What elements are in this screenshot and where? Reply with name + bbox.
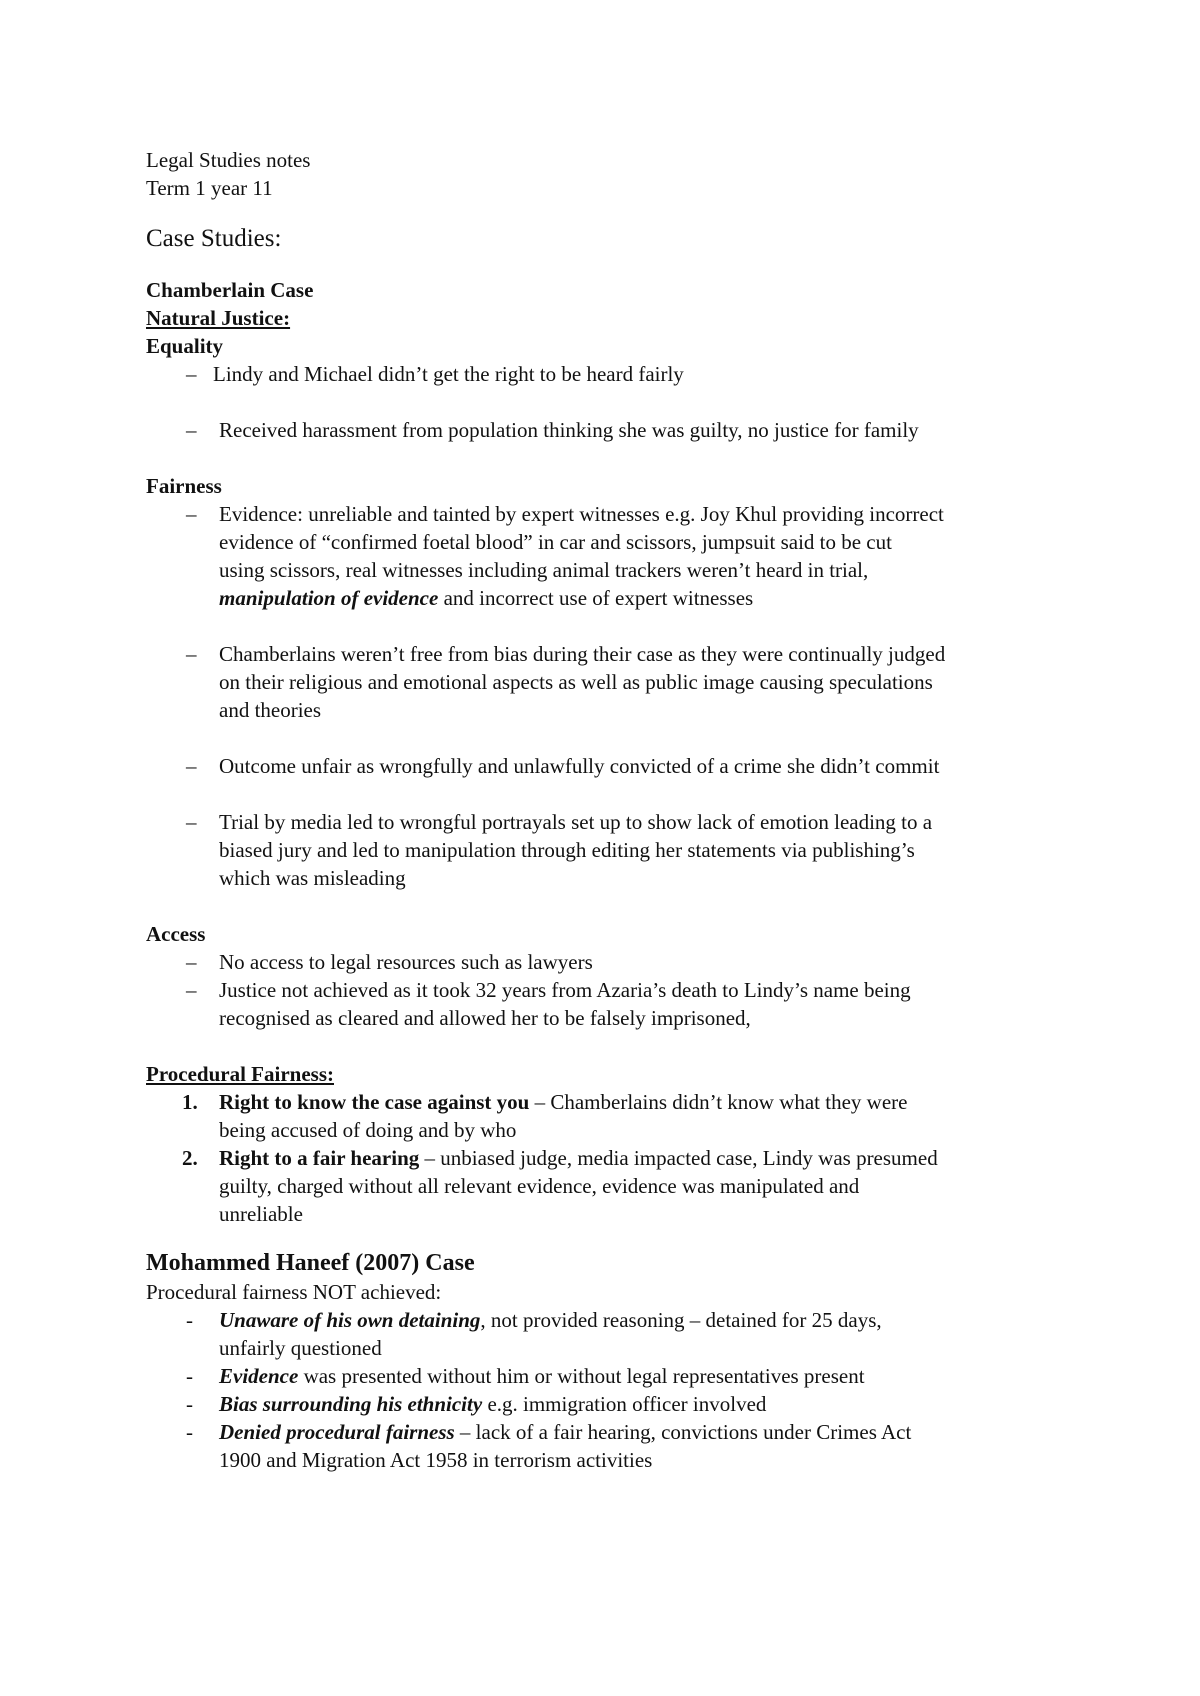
list-item: – Lindy and Michael didn’t get the right to be heard fairly (186, 362, 684, 386)
access-heading: Access (146, 922, 206, 946)
list-item: 1. Right to know the case against you – Chamberlains didn’t know what they were being accused of doing and by who (182, 1090, 908, 1142)
list-item: – No access to legal resources such as lawyers (186, 950, 593, 974)
dash-bullet: – (186, 950, 197, 974)
list-item: - Bias surrounding his ethnicity e.g. immigration officer involved (186, 1392, 767, 1416)
procedural-list (146, 1088, 1076, 1228)
emphasis: Evidence (219, 1364, 299, 1388)
haneef-subtitle: Procedural fairness NOT achieved: (146, 1280, 442, 1304)
list-number: 2. (182, 1146, 198, 1170)
list-item: – Outcome unfair as wrongfully and unlawfully convicted of a crime she didn’t commit (186, 754, 940, 778)
fairness-heading: Fairness (146, 474, 222, 498)
emphasis: Unaware of his own detaining (219, 1308, 481, 1332)
equality-heading: Equality (146, 334, 224, 358)
list-item: – Trial by media led to wrongful portrayals set up to show lack of emotion leading to a biased jury and led to manipulation through editing her statements via publishing’s which was misleading (186, 810, 933, 890)
spacer (146, 892, 1076, 920)
list-number: 1. (182, 1090, 198, 1114)
list-item: – Justice not achieved as it took 32 years from Azaria’s death to Lindy’s name being recognised as cleared and allowed her to be falsely imprisoned, (186, 978, 911, 1030)
equality-list (146, 360, 1076, 444)
dash-bullet: – (186, 978, 197, 1002)
haneef-title: Mohammed Haneef (2007) Case (146, 1250, 475, 1276)
list-item: 2. Right to a fair hearing – unbiased judge, media impacted case, Lindy was presumed guilty, charged without all relevant evidence, evidence was manipulated and unreliable (182, 1146, 938, 1226)
spacer (146, 780, 1076, 808)
hyphen-bullet: - (186, 1420, 193, 1444)
dash-bullet: – (186, 502, 197, 526)
natural-justice-heading: Natural Justice: (146, 306, 291, 330)
list-item: – Received harassment from population thinking she was guilty, no justice for family (186, 418, 919, 442)
hyphen-bullet: - (186, 1364, 193, 1388)
emphasis: Denied procedural fairness (219, 1420, 455, 1444)
spacer (146, 444, 1076, 472)
spacer (146, 388, 1076, 416)
emphasis: Right to a fair hearing (219, 1146, 420, 1170)
access-list (146, 948, 1076, 1032)
list-item: – Evidence: unreliable and tainted by expert witnesses e.g. Joy Khul providing incorrect evidence of “confirmed foetal blood” in car and scissors, jumpsuit said to be cut using scissors, real witnesses including animal trackers weren’t heard in trial, manipulation of evidence and incorrect use of expert witnesses (186, 502, 944, 610)
section-title: Case Studies: (146, 225, 282, 252)
haneef-list (146, 1306, 1076, 1474)
dash-bullet: – (186, 754, 197, 778)
dash-bullet: – (186, 418, 197, 442)
fairness-list (146, 500, 1076, 892)
doc-header-line1: Legal Studies notes (146, 148, 311, 172)
hyphen-bullet: - (186, 1392, 193, 1416)
emphasis: manipulation of evidence (219, 586, 439, 610)
list-item: – Chamberlains weren’t free from bias during their case as they were continually judged on their religious and emotional aspects as well as public image causing speculations and theories (186, 642, 946, 722)
chamberlain-title: Chamberlain Case (146, 278, 314, 302)
doc-header-line2: Term 1 year 11 (146, 176, 273, 200)
document-body (146, 146, 1076, 1474)
list-item: - Unaware of his own detaining, not provided reasoning – detained for 25 days, unfairly questioned (186, 1308, 882, 1360)
dash-bullet: – (186, 362, 197, 386)
emphasis: Right to know the case against you (219, 1090, 530, 1114)
dash-bullet: – (186, 810, 197, 834)
spacer (146, 724, 1076, 752)
spacer (146, 1032, 1076, 1060)
emphasis: Bias surrounding his ethnicity (219, 1392, 483, 1416)
procedural-fairness-heading: Procedural Fairness: (146, 1062, 334, 1086)
dash-bullet: – (186, 642, 197, 666)
list-item: - Evidence was presented without him or without legal representatives present (186, 1364, 865, 1388)
spacer (146, 612, 1076, 640)
list-item: - Denied procedural fairness – lack of a fair hearing, convictions under Crimes Act 1900 and Migration Act 1958 in terrorism activities (186, 1420, 912, 1472)
hyphen-bullet: - (186, 1308, 193, 1332)
